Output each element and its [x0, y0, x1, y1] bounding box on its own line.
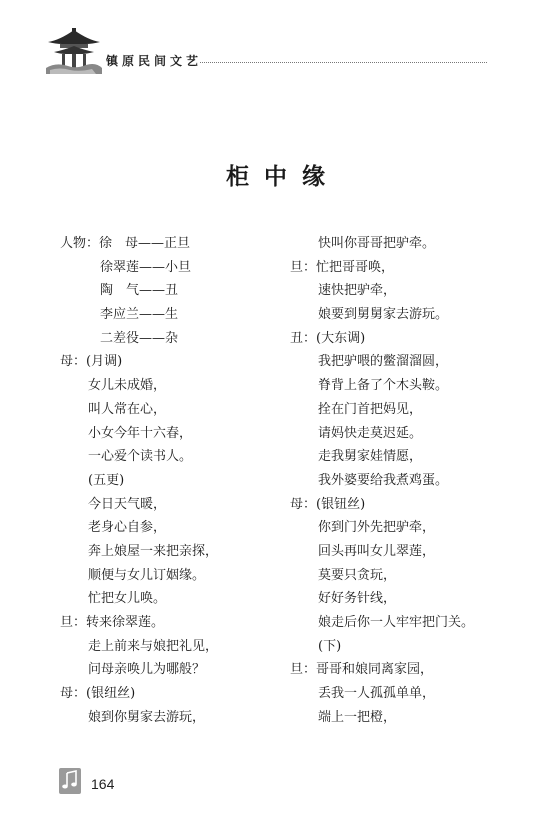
- script-line: 忙把女儿唤。: [88, 591, 167, 607]
- script-line: 回头再叫女儿翠莲，: [318, 543, 436, 559]
- script-line: 娘要到舅舅家去游玩。: [318, 307, 449, 323]
- script-line: 请妈快走莫迟延。: [318, 425, 423, 441]
- script-line: 一心爱个读书人。: [88, 449, 193, 465]
- script-line: 我外婆要给我煮鸡蛋。: [318, 472, 449, 488]
- pavilion-icon: [46, 28, 102, 74]
- music-note-icon: [59, 768, 81, 794]
- script-line: 走我舅家娃情愿，: [318, 449, 423, 465]
- book-title: 镇原民间文艺: [106, 54, 203, 68]
- script-line: 我把驴喂的鳖溜溜圆，: [318, 354, 449, 370]
- script-line: 拴在门首把妈见，: [318, 401, 423, 417]
- page-number: 164: [91, 776, 115, 792]
- script-line: 旦：转来徐翠莲。: [60, 615, 165, 630]
- script-line: 人物：徐 母——正旦: [60, 236, 191, 251]
- left-column: [60, 232, 300, 729]
- script-line: 速快把驴牵，: [318, 283, 397, 299]
- script-line: 问母亲唤儿为哪般？: [88, 662, 206, 678]
- script-line: 好好务针线，: [318, 591, 397, 607]
- script-line: 旦：哥哥和娘同离家园，: [290, 662, 434, 678]
- script-line: 端上一把橙，: [318, 709, 397, 725]
- script-line: 丑：(大东调): [290, 330, 366, 346]
- script-line: (五更): [88, 472, 125, 488]
- script-line: (下): [318, 638, 342, 654]
- script-line: 二差役——杂: [100, 330, 179, 346]
- script-line: 女儿未成婚，: [88, 378, 167, 394]
- script-line: 母：(银纽丝): [60, 686, 136, 702]
- script-line: 快叫你哥哥把驴牵。: [318, 236, 436, 251]
- page-title: 柜中缘: [226, 164, 340, 190]
- script-line: 徐翠莲——小旦: [100, 259, 192, 275]
- script-line: 奔上娘屋一来把亲探，: [88, 543, 219, 559]
- page-header: [0, 0, 551, 90]
- script-line: 小女今年十六春，: [88, 425, 193, 441]
- right-column: [290, 232, 530, 729]
- script-line: 母：(月调): [60, 354, 123, 370]
- script-line: 丢我一人孤孤单单，: [318, 686, 436, 702]
- script-line: 走上前来与娘把礼见，: [88, 638, 219, 654]
- header-divider: [200, 62, 487, 63]
- script-line: 你到门外先把驴牵，: [318, 520, 436, 536]
- script-line: 老身心自参，: [88, 520, 167, 536]
- script-line: 娘到你舅家去游玩，: [88, 709, 206, 725]
- script-line: 今日天气暖，: [88, 496, 167, 512]
- script-line: 娘走后你一人牢牢把门关。: [318, 615, 475, 630]
- script-line: 李应兰——生: [100, 307, 179, 323]
- script-line: 旦：忙把哥哥唤，: [290, 259, 395, 275]
- script-line: 莫要只贪玩，: [318, 567, 397, 583]
- script-line: 叫人常在心，: [88, 401, 167, 417]
- script-line: 脊背上备了个木头鞍。: [318, 378, 449, 394]
- script-line: 顺便与女儿订姻缘。: [88, 567, 206, 583]
- script-line: 陶 气——丑: [100, 283, 179, 299]
- script-line: 母：(银钮丝): [290, 496, 366, 512]
